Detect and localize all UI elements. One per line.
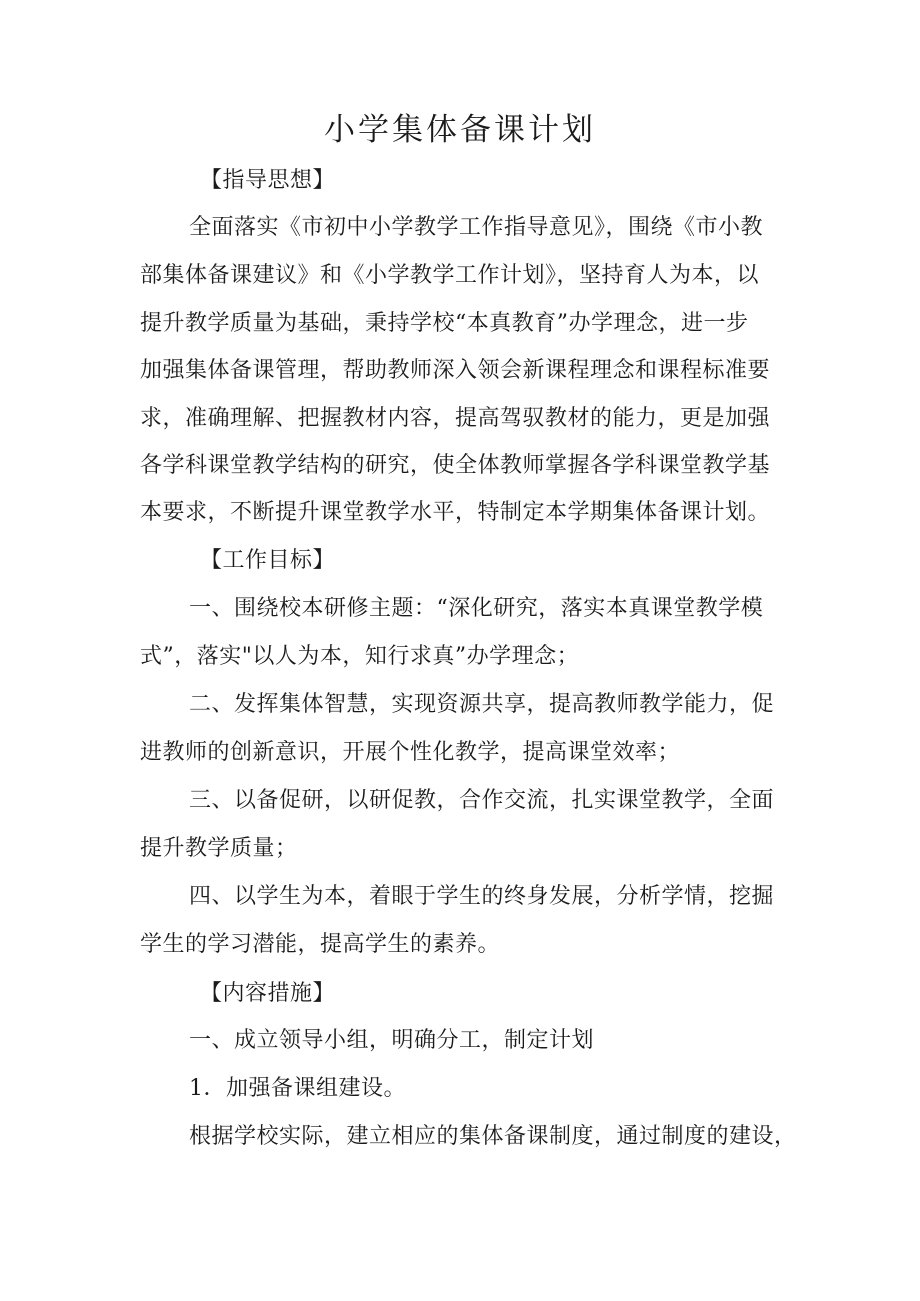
paragraph-line: 各学科课堂教学结构的研究，使全体教师掌握各学科课堂教学基: [140, 453, 771, 478]
paragraph-line: 四、以学生为本，着眼于学生的终身发展，分析学情，挖掘: [189, 884, 775, 909]
paragraph-line: 本要求，不断提升课堂教学水平，特制定本学期集体备课计划。: [140, 500, 771, 525]
paragraph-line: 加强集体备课管理，帮助教师深入领会新课程理念和课程标准要: [140, 358, 771, 383]
paragraph-line: 三、以备促研，以研促教，合作交流，扎实课堂教学，全面: [189, 788, 775, 813]
paragraph-line: 提升教学质量；: [140, 836, 298, 861]
paragraph-line: 式”，落实"以人为本，知行求真”办学理念；: [140, 644, 580, 669]
paragraph-line: 部集体备课建议》和《小学教学工作计划》，坚持育人为本，以: [140, 263, 760, 288]
document-title: 小学集体备课计划: [324, 112, 596, 148]
paragraph-line: 提升教学质量为基础，秉持学校“本真教育”办学理念，进一步: [140, 311, 749, 336]
paragraph-line: 进教师的创新意识，开展个性化教学，提高课堂效率；: [140, 740, 681, 765]
section-heading-guiding-thought: 【指导思想】: [200, 168, 336, 193]
section-heading-work-goals: 【工作目标】: [200, 548, 336, 573]
paragraph-line: 一、围绕校本研修主题：“深化研究，落实本真课堂教学模: [189, 596, 764, 621]
section-heading-content-measures: 【内容措施】: [200, 981, 336, 1006]
paragraph-line: 学生的学习潜能，提高学生的素养。: [140, 932, 501, 957]
paragraph-line: 根据学校实际，建立相应的集体备课制度，通过制度的建设，: [189, 1124, 797, 1149]
paragraph-line: 二、发挥集体智慧，实现资源共享，提高教师教学能力，促: [189, 692, 775, 717]
paragraph-line: 1．加强备课组建设。: [189, 1076, 406, 1101]
paragraph-line: 全面落实《市初中小学教学工作指导意见》，围绕《市小教: [189, 215, 764, 240]
paragraph-line: 一、成立领导小组，明确分工，制定计划: [189, 1028, 595, 1053]
paragraph-line: 求，准确理解、把握教材内容，提高驾驭教材的能力，更是加强: [140, 406, 771, 431]
